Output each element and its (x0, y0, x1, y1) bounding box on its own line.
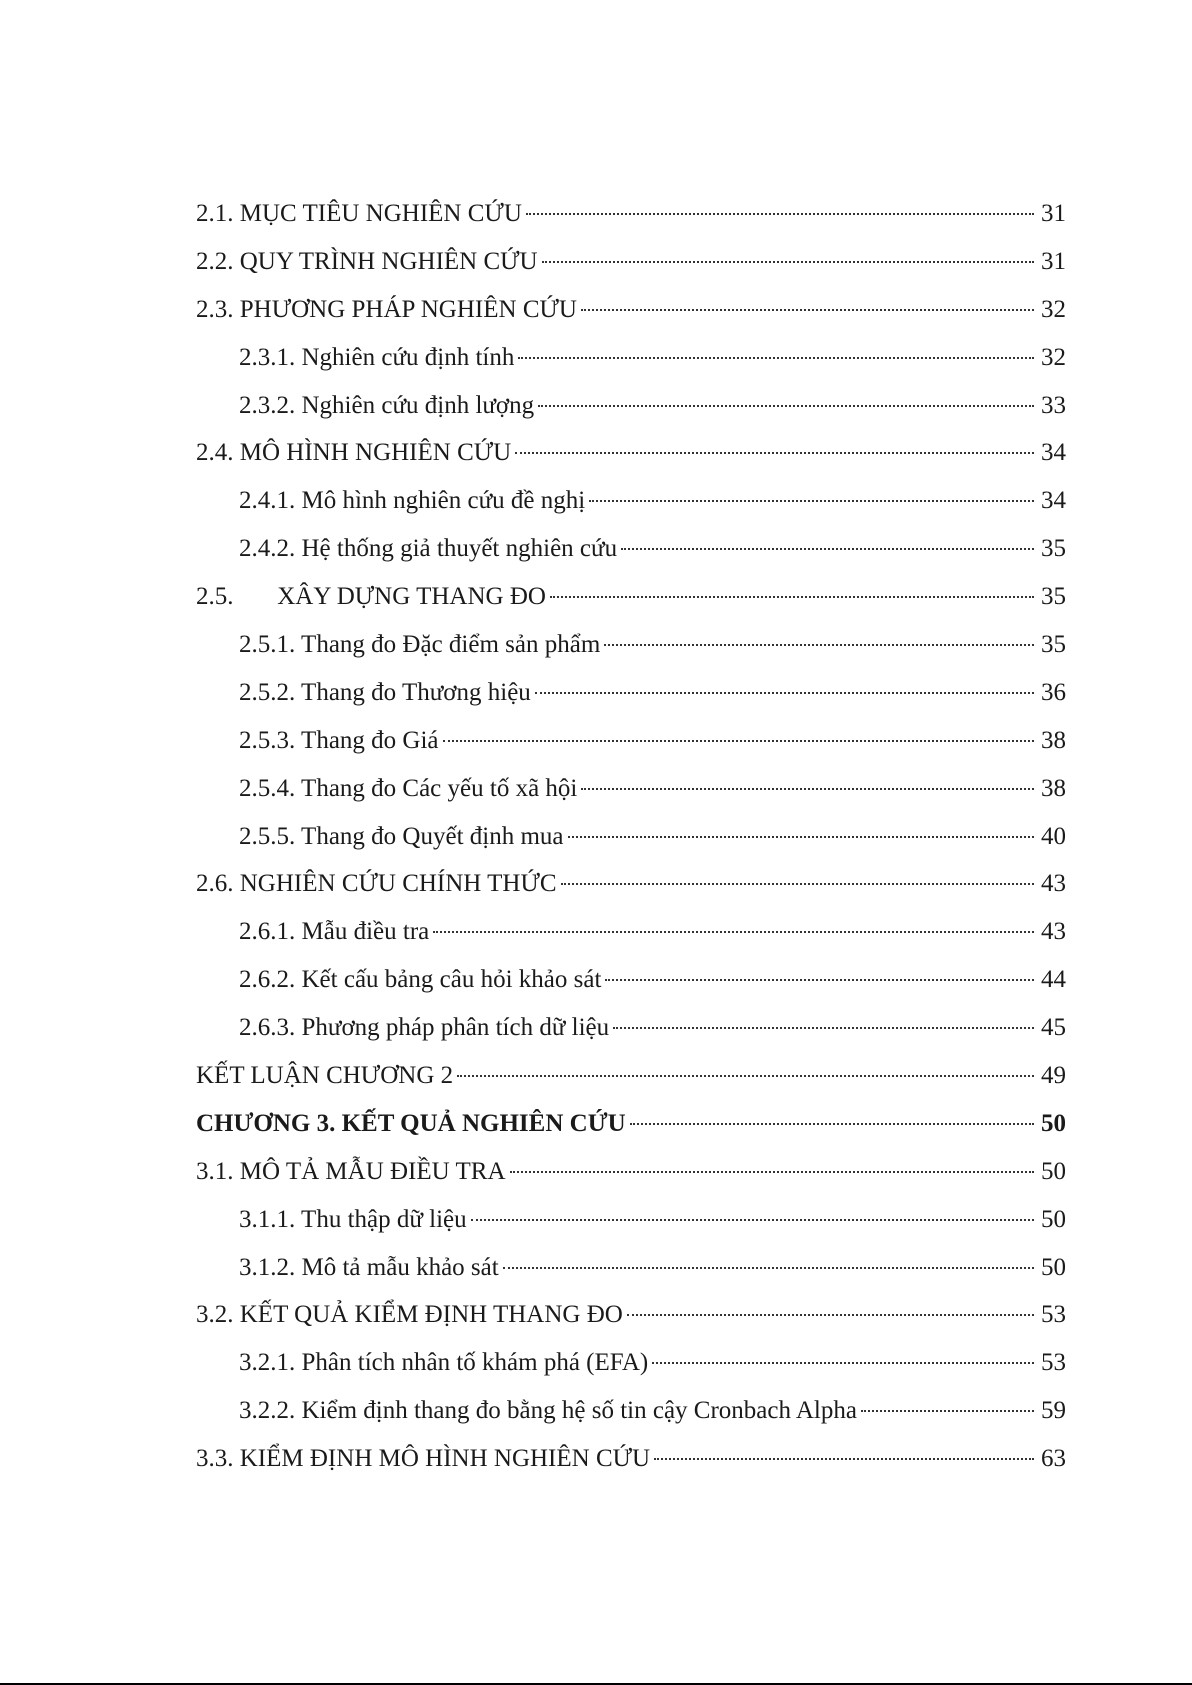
toc-entry-title: 3.2.2. Kiểm định thang đo bằng hệ số tin cậy Cronbach Alpha (239, 1397, 857, 1425)
toc-entry-title: 2.4.2. Hệ thống giả thuyết nghiên cứu (239, 535, 618, 563)
dot-leader (621, 548, 1034, 550)
toc-entry-title: 2.3.1. Nghiên cứu định tính (239, 343, 515, 371)
toc-entry-title: CHƯƠNG 3. KẾT QUẢ NGHIÊN CỨU (196, 1109, 626, 1137)
dot-leader (581, 788, 1034, 790)
dot-leader (471, 1219, 1034, 1221)
toc-entry-page-number: 35 (1041, 583, 1066, 611)
toc-entry[interactable] (196, 1100, 1066, 1148)
dot-leader (568, 836, 1035, 838)
toc-entry-page-number: 35 (1041, 535, 1066, 563)
toc-entry-title: 3.2. KẾT QUẢ KIỂM ĐỊNH THANG ĐO (196, 1301, 623, 1329)
toc-entry-page-number: 38 (1041, 726, 1066, 754)
toc-entry[interactable] (196, 956, 1066, 1004)
toc-entry[interactable] (196, 1339, 1066, 1387)
toc-entry-title: 2.3. PHƯƠNG PHÁP NGHIÊN CỨU (196, 295, 577, 323)
toc-entry-title: 3.2.1. Phân tích nhân tố khám phá (EFA) (239, 1349, 649, 1377)
toc-entry-page-number: 53 (1041, 1349, 1066, 1377)
toc-entry-page-number: 49 (1041, 1062, 1066, 1090)
toc-entry[interactable] (196, 573, 1066, 621)
toc-entry-title: 3.1.1. Thu thập dữ liệu (239, 1205, 467, 1233)
toc-entry-title: 2.6. NGHIÊN CỨU CHÍNH THỨC (196, 870, 557, 898)
dot-leader (627, 1314, 1034, 1316)
toc-entry-title: KẾT LUẬN CHƯƠNG 2 (196, 1062, 454, 1090)
toc-entry[interactable] (196, 1387, 1066, 1435)
toc-entry-page-number: 45 (1041, 1014, 1066, 1042)
toc-entry[interactable] (196, 525, 1066, 573)
toc-entry-page-number: 35 (1041, 631, 1066, 659)
dot-leader (630, 1123, 1034, 1125)
dot-leader (542, 261, 1034, 263)
dot-leader (652, 1362, 1034, 1364)
toc-entry[interactable] (196, 429, 1066, 477)
toc-entry-page-number: 34 (1041, 439, 1066, 467)
toc-entry-page-number: 36 (1041, 678, 1066, 706)
dot-leader (535, 692, 1034, 694)
toc-entry-page-number: 43 (1041, 918, 1066, 946)
dot-leader (861, 1410, 1034, 1412)
toc-entry-page-number: 38 (1041, 774, 1066, 802)
toc-entry[interactable] (196, 765, 1066, 813)
toc-entry-title: 2.4.1. Mô hình nghiên cứu đề nghị (239, 487, 586, 515)
dot-leader (515, 452, 1034, 454)
toc-entry-page-number: 32 (1041, 343, 1066, 371)
toc-entry-page-number: 50 (1041, 1109, 1066, 1137)
toc-entry-page-number: 31 (1041, 200, 1066, 227)
toc-entry-page-number: 32 (1041, 295, 1066, 323)
toc-entry-title: 2.5.3. Thang đo Giá (239, 726, 439, 754)
dot-leader (538, 405, 1034, 407)
toc-entry-page-number: 31 (1041, 247, 1066, 275)
toc-entry-title: 2.1. MỤC TIÊU NGHIÊN CỨU (196, 200, 522, 227)
toc-entry[interactable] (196, 669, 1066, 717)
toc-entry[interactable] (196, 1052, 1066, 1100)
toc-entry[interactable] (196, 1435, 1066, 1483)
toc-entry-title: 2.5.1. Thang đo Đặc điểm sản phẩm (239, 631, 601, 659)
dot-leader (613, 1027, 1034, 1029)
dot-leader (605, 979, 1034, 981)
dot-leader (654, 1458, 1034, 1460)
toc-entry-page-number: 50 (1041, 1205, 1066, 1233)
toc-entry-page-number: 40 (1041, 822, 1066, 850)
dot-leader (510, 1171, 1035, 1173)
toc-entry-page-number: 59 (1041, 1397, 1066, 1425)
toc-entry-title: 2.6.1. Mẫu điều tra (239, 918, 430, 946)
dot-leader (550, 596, 1034, 598)
toc-entry-title: 2.3.2. Nghiên cứu định lượng (239, 391, 535, 419)
toc-entry[interactable] (196, 908, 1066, 956)
toc-entry-page-number: 43 (1041, 870, 1066, 898)
toc-entry-title: 2.4. MÔ HÌNH NGHIÊN CỨU (196, 439, 512, 467)
toc-entry-page-number: 34 (1041, 487, 1066, 515)
toc-entry[interactable] (196, 382, 1066, 430)
toc-entry[interactable] (196, 238, 1066, 286)
table-of-contents (196, 190, 1066, 1483)
toc-entry-title: 2.5.4. Thang đo Các yếu tố xã hội (239, 774, 578, 802)
toc-entry[interactable] (196, 860, 1066, 908)
toc-entry[interactable] (196, 190, 1066, 238)
dot-leader (604, 644, 1034, 646)
toc-entry[interactable] (196, 1196, 1066, 1244)
dot-leader (561, 883, 1034, 885)
toc-entry-title: 2.5. XÂY DỰNG THANG ĐO (196, 583, 546, 611)
toc-entry-page-number: 53 (1041, 1301, 1066, 1329)
toc-entry[interactable] (196, 1148, 1066, 1196)
toc-entry-title: 2.6.2. Kết cấu bảng câu hỏi khảo sát (239, 966, 602, 994)
toc-entry[interactable] (196, 1244, 1066, 1292)
toc-entry[interactable] (196, 813, 1066, 861)
toc-entry-page-number: 44 (1041, 966, 1066, 994)
toc-entry[interactable] (196, 286, 1066, 334)
dot-leader (457, 1075, 1034, 1077)
toc-entry-title: 3.1. MÔ TẢ MẪU ĐIỀU TRA (196, 1157, 506, 1185)
dot-leader (433, 931, 1034, 933)
toc-entry-title: 3.3. KIỂM ĐỊNH MÔ HÌNH NGHIÊN CỨU (196, 1445, 651, 1473)
toc-entry[interactable] (196, 334, 1066, 382)
toc-entry[interactable] (196, 1004, 1066, 1052)
toc-entry[interactable] (196, 717, 1066, 765)
toc-entry-page-number: 33 (1041, 391, 1066, 419)
dot-leader (503, 1267, 1034, 1269)
dot-leader (581, 309, 1034, 311)
toc-entry[interactable] (196, 1291, 1066, 1339)
dot-leader (443, 740, 1034, 742)
toc-entry-page-number: 63 (1041, 1445, 1066, 1473)
toc-entry-title: 2.2. QUY TRÌNH NGHIÊN CỨU (196, 247, 538, 275)
toc-entry-title: 3.1.2. Mô tả mẫu khảo sát (239, 1253, 499, 1281)
toc-entry[interactable] (196, 621, 1066, 669)
toc-entry-page-number: 50 (1041, 1157, 1066, 1185)
dot-leader (526, 213, 1034, 215)
toc-entry-title: 2.6.3. Phương pháp phân tích dữ liệu (239, 1014, 610, 1042)
dot-leader (518, 357, 1034, 359)
toc-entry-page-number: 50 (1041, 1253, 1066, 1281)
toc-entry-title: 2.5.5. Thang đo Quyết định mua (239, 822, 564, 850)
toc-entry-title: 2.5.2. Thang đo Thương hiệu (239, 678, 531, 706)
dot-leader (589, 500, 1034, 502)
toc-entry[interactable] (196, 477, 1066, 525)
